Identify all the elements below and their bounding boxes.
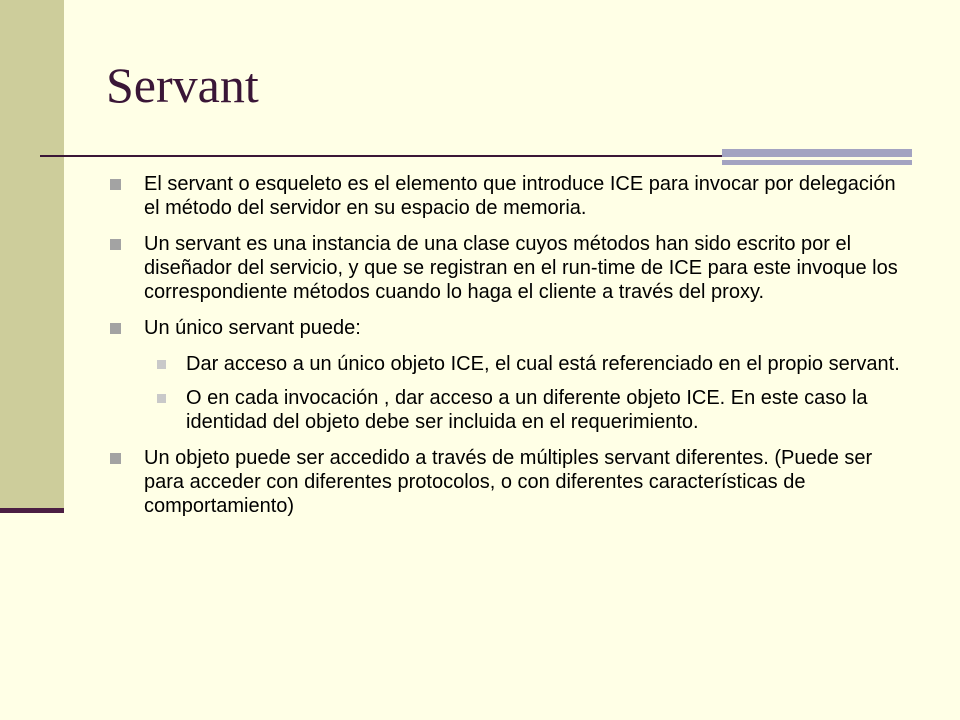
slide-body bbox=[110, 172, 910, 530]
square-bullet-icon bbox=[110, 323, 121, 334]
square-sub-bullet-icon bbox=[157, 394, 166, 403]
left-decorative-bar bbox=[0, 0, 64, 512]
square-bullet-icon bbox=[110, 179, 121, 190]
square-bullet-icon bbox=[110, 453, 121, 464]
sub-bullet-item bbox=[110, 386, 910, 434]
title-rule-accent bbox=[722, 149, 912, 157]
title-rule-accent-lower bbox=[722, 160, 912, 165]
bullet-item bbox=[110, 446, 910, 518]
bullet-item bbox=[110, 316, 910, 434]
sub-bullet-item bbox=[110, 352, 910, 376]
sub-bullet-list bbox=[144, 352, 910, 434]
square-sub-bullet-icon bbox=[157, 360, 166, 369]
bullet-text: Un objeto puede ser accedido a través de múltiples servant diferentes. (Puede ser para acceder con diferentes protocolos, o con diferentes características de comportamiento) bbox=[144, 447, 873, 517]
square-bullet-icon bbox=[110, 239, 121, 250]
bullet-list bbox=[110, 172, 910, 518]
bullet-item bbox=[110, 172, 910, 220]
bullet-text: Un único servant puede: bbox=[144, 317, 361, 339]
bullet-text: Un servant es una instancia de una clase cuyos métodos han sido escrito por el diseñador del servicio, y que se registran en el run-time de ICE para este invoque los correspondiente métodos cuando lo haga el cliente a través del proxy. bbox=[144, 233, 898, 303]
left-bar-accent bbox=[0, 508, 64, 513]
bullet-item bbox=[110, 232, 910, 304]
bullet-text: El servant o esqueleto es el elemento que introduce ICE para invocar por delegación el método del servidor en su espacio de memoria. bbox=[144, 173, 896, 219]
sub-bullet-text: Dar acceso a un único objeto ICE, el cual está referenciado en el propio servant. bbox=[186, 353, 900, 375]
sub-bullet-text: O en cada invocación , dar acceso a un diferente objeto ICE. En este caso la identidad del objeto debe ser incluida en el requerimiento. bbox=[186, 387, 868, 433]
slide-title: Servant bbox=[106, 57, 259, 113]
